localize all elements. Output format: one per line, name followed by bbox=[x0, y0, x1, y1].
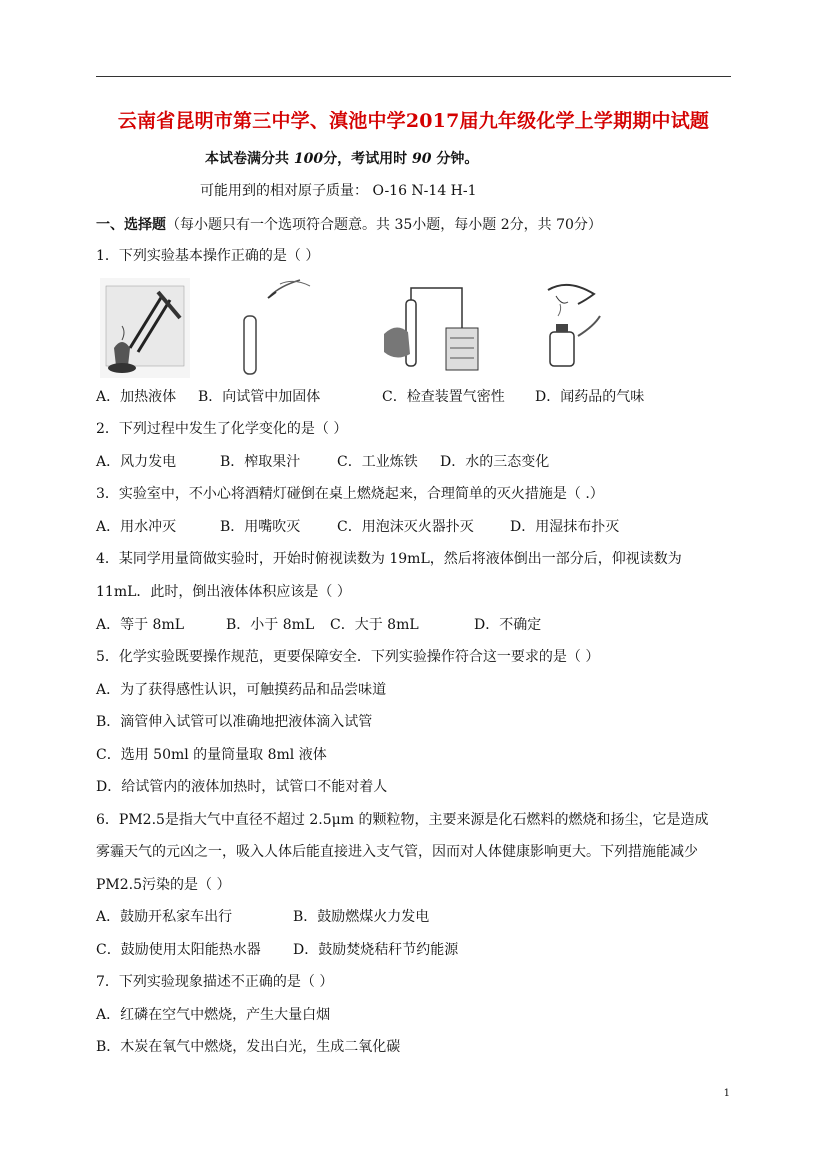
option-1a: A．加热液体 bbox=[96, 389, 177, 405]
question-7-stem: 7．下列实验现象描述不正确的是（ ） bbox=[96, 974, 334, 990]
option-2b: B．榨取果汁 bbox=[220, 454, 301, 470]
question-2-stem: 2．下列过程中发生了化学变化的是（ ） bbox=[96, 421, 348, 437]
score-value: 100 bbox=[293, 151, 324, 167]
option-5d: D．给试管内的液体加热时，试管口不能对着人 bbox=[96, 779, 388, 795]
question-4-stem-line-1: 4．某同学用量筒做实验时，开始时俯视读数为 19mL，然后将液体倒出一部分后，仰视读数为 bbox=[96, 551, 682, 567]
option-6a: A．鼓励开私家车出行 bbox=[96, 909, 233, 925]
score-suffix: 分钟。 bbox=[431, 151, 479, 167]
question-1-stem: 1．下列实验基本操作正确的是（ ） bbox=[96, 248, 320, 264]
time-value: 90 bbox=[411, 151, 432, 167]
score-prefix: 本试卷满分共 bbox=[205, 151, 294, 167]
option-6c: C．鼓励使用太阳能热水器 bbox=[96, 942, 261, 958]
question-6-stem-line-2: 雾霾天气的元凶之一，吸入人体后能直接进入支气管，因而对人体健康影响更大。下列措施能减少 bbox=[96, 844, 698, 860]
airtightness-check-figure bbox=[376, 278, 486, 378]
score-mid: 分，考试用时 bbox=[323, 151, 412, 167]
option-3a: A．用水冲灭 bbox=[96, 519, 177, 535]
option-7b: B．木炭在氧气中燃烧，发出白光，生成二氧化碳 bbox=[96, 1039, 401, 1055]
option-5b: B．滴管伸入试管可以准确地把液体滴入试管 bbox=[96, 714, 373, 730]
option-2a: A．风力发电 bbox=[96, 454, 177, 470]
option-3d: D．用湿抹布扑灭 bbox=[510, 519, 620, 535]
atomic-masses: 可能用到的相对原子质量： O-16 N-14 H-1 bbox=[200, 183, 477, 199]
question-6-stem-line-3: PM2.5污染的是（ ） bbox=[96, 877, 231, 893]
header-rule bbox=[96, 76, 731, 77]
option-5a: A．为了获得感性认识，可触摸药品和品尝味道 bbox=[96, 682, 387, 698]
option-2d: D．水的三态变化 bbox=[440, 454, 550, 470]
option-6d: D．鼓励焚烧秸秆节约能源 bbox=[293, 942, 459, 958]
option-2c: C．工业炼铁 bbox=[337, 454, 418, 470]
option-4a: A．等于 8mL bbox=[96, 617, 185, 633]
section-title: 一、选择题 bbox=[96, 217, 166, 233]
option-3b: B．用嘴吹灭 bbox=[220, 519, 301, 535]
page-title: 云南省昆明市第三中学、滇池中学2017届九年级化学上学期期中试题 bbox=[117, 110, 710, 132]
option-6b: B．鼓励燃煤火力发电 bbox=[293, 909, 430, 925]
exam-info bbox=[205, 149, 478, 169]
option-4b: B．小于 8mL bbox=[226, 617, 315, 633]
question-4-stem-line-2: 11mL．此时，倒出液体体积应该是（ ） bbox=[96, 584, 351, 600]
option-5c: C．选用 50ml 的量筒量取 8ml 液体 bbox=[96, 747, 327, 763]
question-5-stem: 5．化学实验既要操作规范，更要保障安全．下列实验操作符合这一要求的是（ ） bbox=[96, 649, 600, 665]
adding-solid-figure bbox=[240, 276, 320, 381]
option-4c: C．大于 8mL bbox=[330, 617, 419, 633]
question-6-stem-line-1: 6．PM2.5是指大气中直径不超过 2.5μm 的颗粒物，主要来源是化石燃料的燃烧和扬尘，它是造成 bbox=[96, 812, 709, 828]
option-1b: B．向试管中加固体 bbox=[198, 389, 321, 405]
option-7a: A．红磷在空气中燃烧，产生大量白烟 bbox=[96, 1007, 331, 1023]
option-1c: C．检查装置气密性 bbox=[382, 389, 505, 405]
option-1d: D．闻药品的气味 bbox=[535, 389, 645, 405]
smelling-figure bbox=[538, 276, 608, 381]
option-4d: D．不确定 bbox=[474, 617, 542, 633]
section-heading bbox=[96, 215, 602, 235]
option-3c: C．用泡沫灭火器扑灭 bbox=[337, 519, 474, 535]
question-3-stem: 3．实验室中，不小心将酒精灯碰倒在桌上燃烧起来，合理简单的灭火措施是（ .） bbox=[96, 486, 604, 502]
page-number: 1 bbox=[723, 1088, 730, 1099]
section-note: （每小题只有一个选项符合题意。共 35小题，每小题 2分，共 70分） bbox=[166, 217, 602, 233]
heating-liquid-figure bbox=[100, 278, 190, 378]
